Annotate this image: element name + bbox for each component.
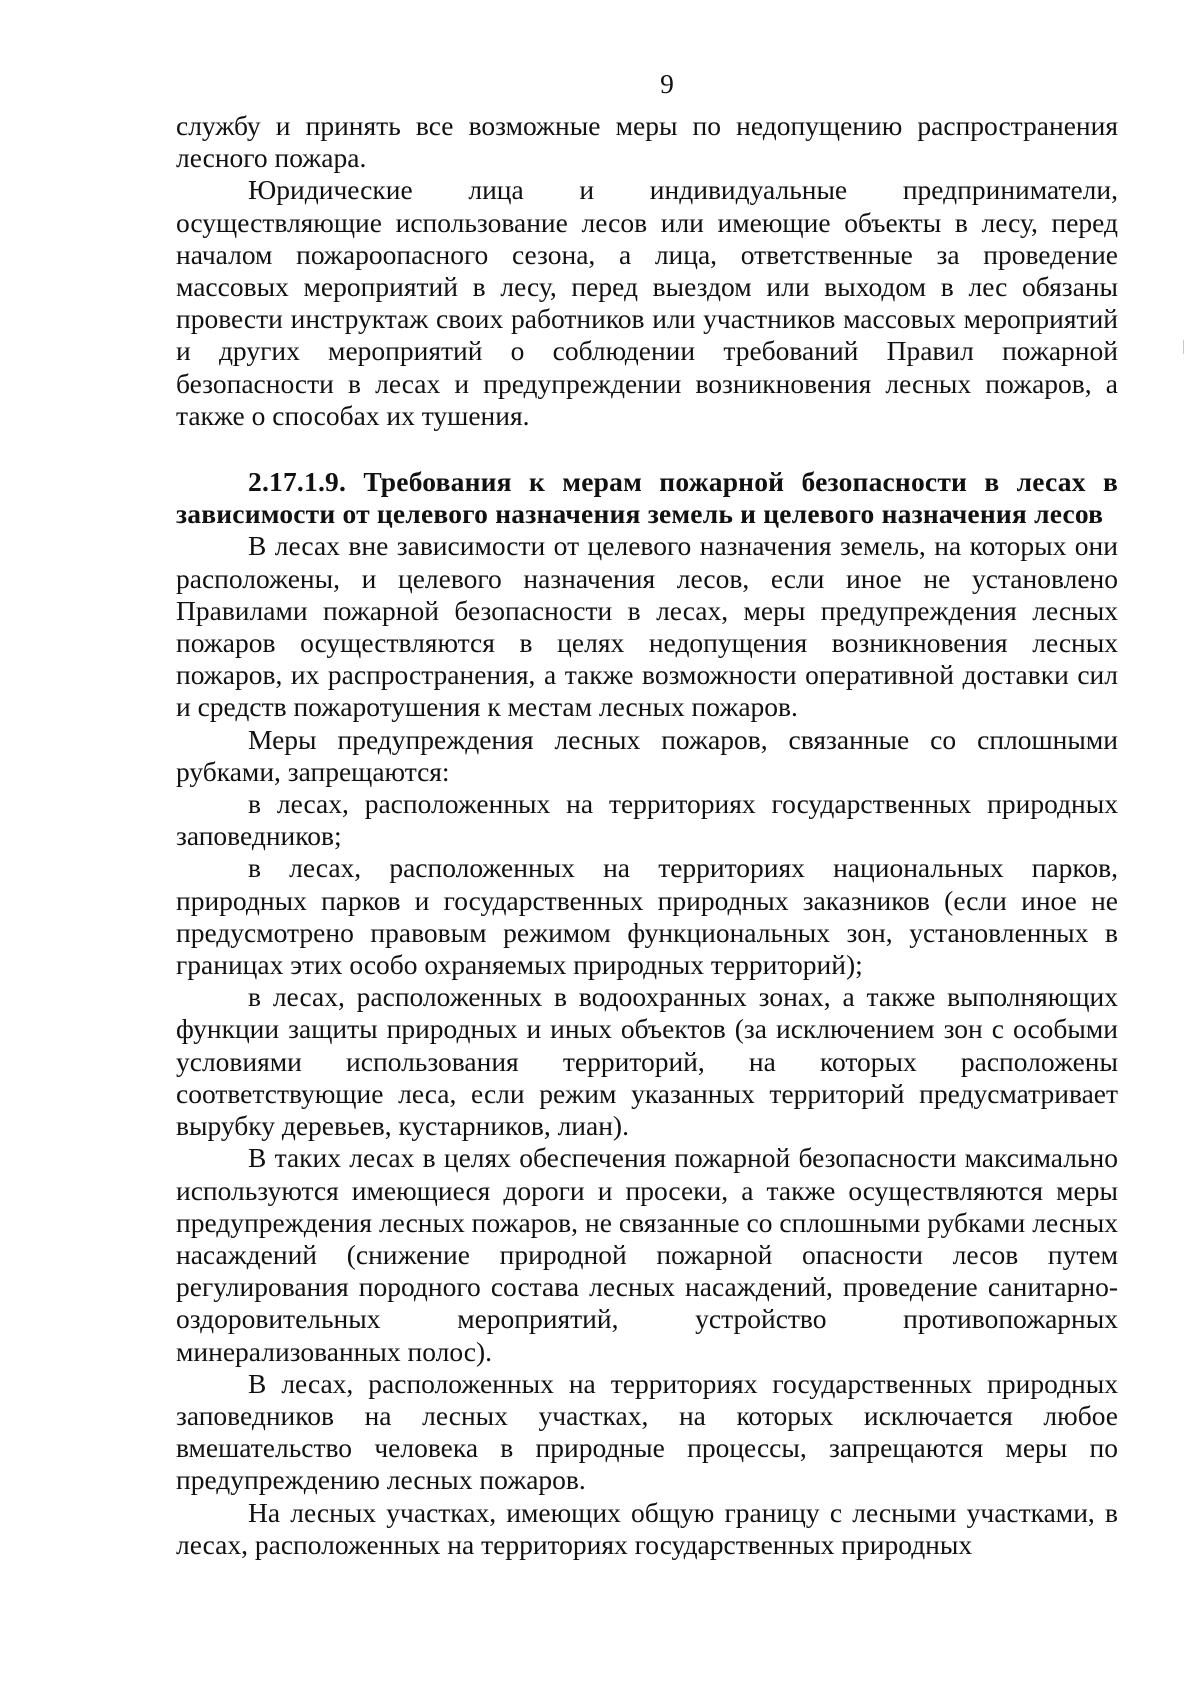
list-item-water-protection: в лесах, расположенных в водоохранных зонах, а также выполняющих функции защиты природных и иных объектов (за исключением зон с особыми условиями использования территорий, на которых расположены соответствующие леса, если режим указанных территорий предусматривает вырубку деревьев, кустарников, лиан). — [176, 981, 1118, 1142]
section-heading: 2.17.1.9. Требования к мерам пожарной безопасности в лесах в зависимости от целевого назначения земель и целевого назначения лесов — [176, 466, 1118, 530]
paragraph-legal-entities: Юридические лица и индивидуальные предприниматели, осуществляющие использование лесов или имеющие объекты в лесу, перед началом пожароопасного сезона, а лица, ответственные за проведение массовых мероприятий в лесу, перед выездом или выходом в лес обязаны провести инструктаж своих работников или участников массовых мероприятий и других мероприятий о соблюдении требований Правил пожарной безопасности в лесах и предупреждении возникновения лесных пожаров, а также о способах их тушения. — [176, 174, 1118, 431]
paragraph-such-forests: В таких лесах в целях обеспечения пожарной безопасности максимально используются имеющиеся дороги и просеки, а также осуществляются меры предупреждения лесных пожаров, не связанные со сплошными рубками лесных насаждений (снижение природной пожарной опасности лесов путем регулирования породного состава лесных насаждений, проведение санитарно-оздоровительных мероприятий, устройство противопожарных минерализованных полос). — [176, 1142, 1118, 1367]
page-number: 9 — [660, 68, 674, 99]
list-item-reserves: в лесах, расположенных на территориях государственных природных заповедников; — [176, 788, 1118, 852]
list-item-national-parks: в лесах, расположенных на территориях национальных парков, природных парков и государственных природных заказников (если иное не предусмотрено правовым режимом функциональных зон, установленных в границах этих особо охраняемых природных территорий); — [176, 852, 1118, 981]
paragraph-continuation: службу и принять все возможные меры по недопущению распространения лесного пожара. — [176, 110, 1118, 174]
paragraph-clear-cutting-prohibited: Меры предупреждения лесных пожаров, связанные со сплошными рубками, запрещаются: — [176, 723, 1118, 787]
scan-edge-mark — [1183, 340, 1184, 354]
document-page — [176, 60, 1118, 1561]
paragraph-adjacent-plots: На лесных участках, имеющих общую границу с лесными участками, в лесах, расположенных на территориях государственных природных — [176, 1496, 1118, 1560]
paragraph-general-measures: В лесах вне зависимости от целевого назначения земель, на которых они расположены, и целевого назначения лесов, если иное не установлено Правилами пожарной безопасности в лесах, меры предупреждения лесных пожаров осуществляются в целях недопущения возникновения лесных пожаров, их распространения, а также возможности оперативной доставки сил и средств пожаротушения к местам лесных пожаров. — [176, 530, 1118, 723]
paragraph-reserve-plots: В лесах, расположенных на территориях государственных природных заповедников на лесных участках, на которых исключается любое вмешательство человека в природные процессы, запрещаются меры по предупреждению лесных пожаров. — [176, 1367, 1118, 1496]
